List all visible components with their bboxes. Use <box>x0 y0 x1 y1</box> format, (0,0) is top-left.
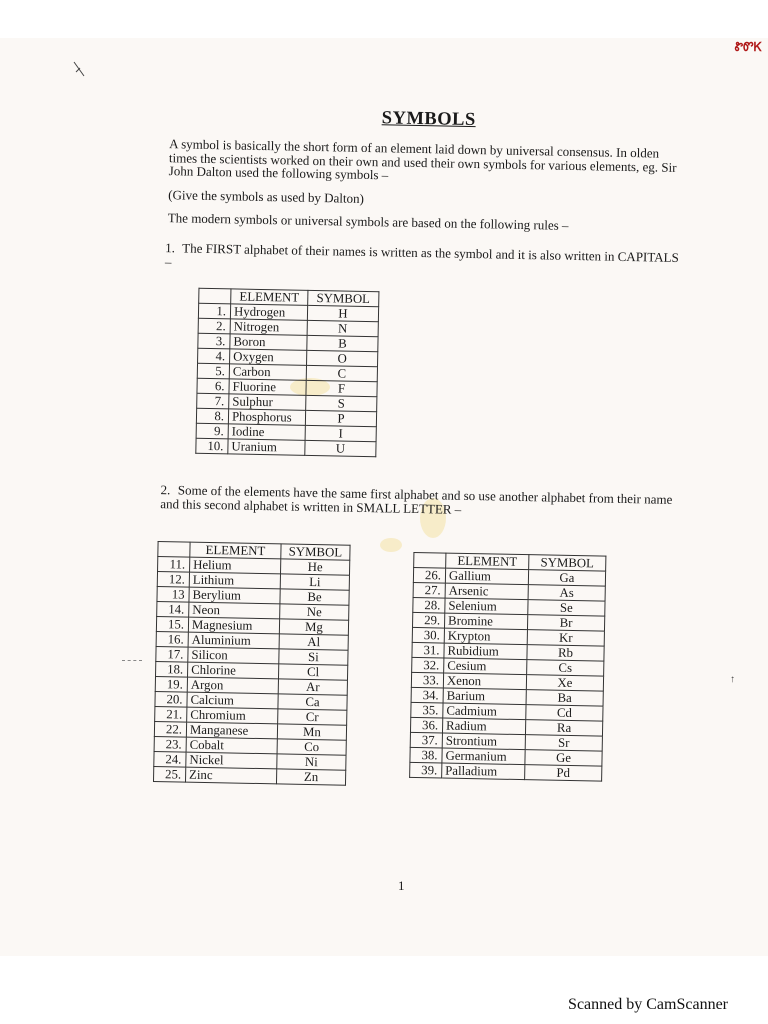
element-name: Rubidium <box>444 643 527 660</box>
element-name: Boron <box>230 333 307 349</box>
element-symbol: Br <box>527 614 604 630</box>
element-symbol: Cs <box>527 659 604 675</box>
element-name: Magnesium <box>188 617 279 634</box>
table-first-letter <box>195 287 379 456</box>
element-name: Fluorine <box>229 378 306 394</box>
row-number: 11. <box>158 556 190 572</box>
element-symbol: Ba <box>526 689 603 705</box>
row-number: 31. <box>412 642 444 658</box>
element-name: Sulphur <box>229 393 306 409</box>
row-number: 38. <box>410 747 442 763</box>
element-symbol: Ga <box>528 569 605 585</box>
element-symbol: Zn <box>276 768 345 784</box>
element-symbol: Ni <box>277 753 346 769</box>
element-symbol: B <box>307 335 378 351</box>
row-number: 5. <box>197 363 229 379</box>
element-symbol: Kr <box>527 629 604 645</box>
element-symbol: Mg <box>279 618 348 634</box>
rule-1-number: 1. <box>165 239 176 255</box>
element-symbol: U <box>305 440 376 456</box>
element-name: Cobalt <box>186 737 277 754</box>
row-number: 28. <box>413 597 445 613</box>
element-name: Calcium <box>187 692 278 709</box>
element-symbol: C <box>306 365 377 381</box>
table-two-letter-right <box>409 551 606 781</box>
row-number: 15. <box>156 616 188 632</box>
row-number: 6. <box>197 378 229 394</box>
element-name: Barium <box>443 688 526 705</box>
header-element: ELEMENT <box>446 553 529 570</box>
element-name: Cadmium <box>443 703 526 720</box>
row-number: 32. <box>412 657 444 673</box>
element-name: Helium <box>190 557 281 574</box>
scanner-watermark: Scanned by CamScanner <box>568 996 728 1013</box>
row-number: 23. <box>154 736 186 752</box>
element-symbol: Xe <box>526 674 603 690</box>
row-number: 7. <box>197 393 229 409</box>
row-number: 35. <box>411 702 443 718</box>
element-symbol: S <box>306 395 377 411</box>
row-number: 24. <box>154 751 186 767</box>
rule-1 <box>165 241 685 279</box>
element-symbol: Be <box>280 588 349 604</box>
row-number: 22. <box>154 721 186 737</box>
element-name: Silicon <box>188 647 279 664</box>
page-title: SYMBOLS <box>381 108 476 131</box>
element-name: Aluminium <box>188 632 279 649</box>
element-name: Nitrogen <box>230 318 307 334</box>
element-symbol: I <box>305 425 376 441</box>
scan-mark <box>122 660 142 663</box>
document-body <box>146 104 690 831</box>
header-symbol: SYMBOL <box>308 290 379 306</box>
element-symbol: F <box>306 380 377 396</box>
element-name: Germanium <box>442 748 525 765</box>
element-name: Uranium <box>228 438 305 454</box>
table-row <box>196 438 376 456</box>
element-symbol: Rb <box>527 644 604 660</box>
header-element: ELEMENT <box>231 288 308 304</box>
header-symbol: SYMBOL <box>281 543 350 559</box>
pen-mark-icon <box>72 60 94 82</box>
element-name: Chlorine <box>188 662 279 679</box>
element-name: Cesium <box>444 658 527 675</box>
row-number: 33. <box>411 672 443 688</box>
two-letter-tables <box>146 540 681 830</box>
element-symbol: Ar <box>278 678 347 694</box>
row-number: 34. <box>411 687 443 703</box>
header-number <box>199 288 231 304</box>
element-name: Radium <box>442 718 525 735</box>
element-symbol: H <box>307 305 378 321</box>
element-symbol: Cl <box>278 663 347 679</box>
element-symbol: Mn <box>277 723 346 739</box>
row-number: 8. <box>196 408 228 424</box>
element-symbol: Sr <box>525 734 602 750</box>
element-name: Manganese <box>186 722 277 739</box>
row-number: 30. <box>412 627 444 643</box>
element-name: Oxygen <box>230 348 307 364</box>
header-symbol: SYMBOL <box>529 554 606 570</box>
row-number: 12. <box>157 571 189 587</box>
element-symbol: Si <box>279 648 348 664</box>
element-symbol: He <box>281 558 350 574</box>
element-name: Arsenic <box>445 583 528 600</box>
row-number: 4. <box>198 348 230 364</box>
row-number: 26. <box>413 567 445 583</box>
element-symbol: Se <box>528 599 605 615</box>
row-number: 18. <box>156 661 188 677</box>
intro-paragraph: A symbol is basically the short form of an element laid down by universal consensus. In olden times the scientists worked on their own and used their own symbols for various elements, eg. Sir John Dalton used the following symbols – <box>168 136 677 183</box>
rule-2 <box>160 483 680 521</box>
element-symbol: Cr <box>278 708 347 724</box>
row-number: 13 <box>157 586 189 602</box>
element-symbol: As <box>528 584 605 600</box>
scan-mark: ↑ <box>730 674 735 685</box>
row-number: 27. <box>413 582 445 598</box>
row-number: 1. <box>198 303 230 319</box>
rule-1-text: The FIRST alphabet of their names is written as the symbol and it is also written in CAPITALS – <box>164 239 679 269</box>
element-name: Zinc <box>185 767 276 784</box>
element-name: Carbon <box>229 363 306 379</box>
element-name: Gallium <box>445 568 528 585</box>
row-number: 10. <box>196 438 228 454</box>
element-name: Iodine <box>228 423 305 439</box>
header-number <box>414 552 446 568</box>
row-number: 25. <box>154 766 186 782</box>
row-number: 9. <box>196 423 228 439</box>
row-number: 39. <box>410 762 442 778</box>
element-name: Palladium <box>442 763 525 780</box>
element-symbol: Li <box>280 573 349 589</box>
element-symbol: Ne <box>280 603 349 619</box>
element-symbol: Ra <box>525 719 602 735</box>
element-name: Bromine <box>445 613 528 630</box>
element-symbol: Ge <box>525 749 602 765</box>
header-number <box>158 541 190 557</box>
row-number: 36. <box>410 717 442 733</box>
table-row <box>410 762 602 781</box>
corner-handwriting: ᏑᏛᏦ <box>734 40 762 54</box>
element-symbol: Pd <box>525 764 602 780</box>
element-name: Phosphorus <box>228 408 305 424</box>
table-two-letter-left <box>153 541 351 786</box>
element-name: Nickel <box>186 752 277 769</box>
element-name: Selenium <box>445 598 528 615</box>
row-number: 29. <box>413 612 445 628</box>
element-name: Strontium <box>442 733 525 750</box>
element-name: Xenon <box>443 673 526 690</box>
element-name: Berylium <box>189 587 280 604</box>
rule-2-text: Some of the elements have the same first alphabet and so use another alphabet from their name and this second alphabet is written in SMALL LETTER – <box>160 481 673 517</box>
element-name: Hydrogen <box>230 303 307 319</box>
element-symbol: O <box>307 350 378 366</box>
dalton-note: (Give the symbols as used by Dalton) <box>168 186 365 206</box>
page-number: 1 <box>398 878 405 893</box>
row-number: 19. <box>155 676 187 692</box>
element-symbol: N <box>307 320 378 336</box>
table-row <box>154 766 346 785</box>
row-number: 17. <box>156 646 188 662</box>
row-number: 20. <box>155 691 187 707</box>
element-name: Chromium <box>187 707 278 724</box>
element-symbol: Ca <box>278 693 347 709</box>
rule-2-number: 2. <box>160 481 171 497</box>
element-name: Krypton <box>444 628 527 645</box>
row-number: 2. <box>198 318 230 334</box>
row-number: 16. <box>156 631 188 647</box>
element-name: Argon <box>187 677 278 694</box>
row-number: 37. <box>410 732 442 748</box>
header-element: ELEMENT <box>190 542 281 559</box>
rules-intro: The modern symbols or universal symbols are based on the following rules – <box>167 210 569 233</box>
row-number: 21. <box>155 706 187 722</box>
element-name: Neon <box>189 602 280 619</box>
element-symbol: Co <box>277 738 346 754</box>
element-symbol: Cd <box>526 704 603 720</box>
element-symbol: Al <box>279 633 348 649</box>
element-symbol: P <box>305 410 376 426</box>
row-number: 3. <box>198 333 230 349</box>
row-number: 14. <box>157 601 189 617</box>
element-name: Lithium <box>189 572 280 589</box>
